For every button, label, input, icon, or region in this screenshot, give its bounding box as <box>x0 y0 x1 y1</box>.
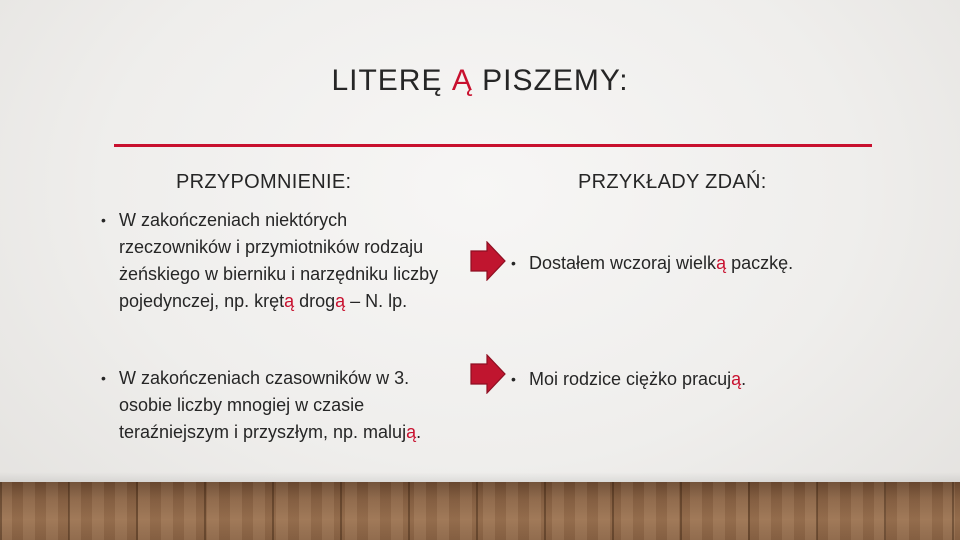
bullet-dot: • <box>511 255 516 271</box>
right-column-heading: PRZYKŁADY ZDAŃ: <box>578 171 767 193</box>
left-bullet-1 <box>101 207 446 315</box>
title-divider <box>114 144 872 147</box>
right-bullet-1-text: Dostałem wczoraj wielką paczkę. <box>529 253 794 273</box>
slide-title: LITERĘ Ą PISZEMY: <box>331 64 629 97</box>
right-bullet-2-text: Moi rodzice ciężko pracują. <box>529 369 747 389</box>
left-bullet-2-text: W zakończeniach czasowników w 3. osobie liczby mnogiej w czasie teraźniejszym i przyszłym, np. malują. <box>119 368 422 442</box>
right-bullet-2 <box>511 366 931 393</box>
title-accent-letter: Ą <box>451 64 473 97</box>
left-bullet-2 <box>101 365 446 446</box>
arrow-right-icon <box>470 241 506 281</box>
wooden-floor <box>0 482 960 540</box>
bullet-dot: • <box>101 212 106 228</box>
arrow-right-icon <box>470 354 506 394</box>
left-bullet-1-text: W zakończeniach niektórych rzeczowników i przymiotników rodzaju żeńskiego w bierniku i narzędniku liczby pojedynczej, np. krętą drogą – N. lp. <box>119 210 439 311</box>
right-bullet-1 <box>511 250 931 277</box>
bullet-dot: • <box>101 370 106 386</box>
bullet-dot: • <box>511 371 516 387</box>
left-column-heading: PRZYPOMNIENIE: <box>176 171 352 193</box>
